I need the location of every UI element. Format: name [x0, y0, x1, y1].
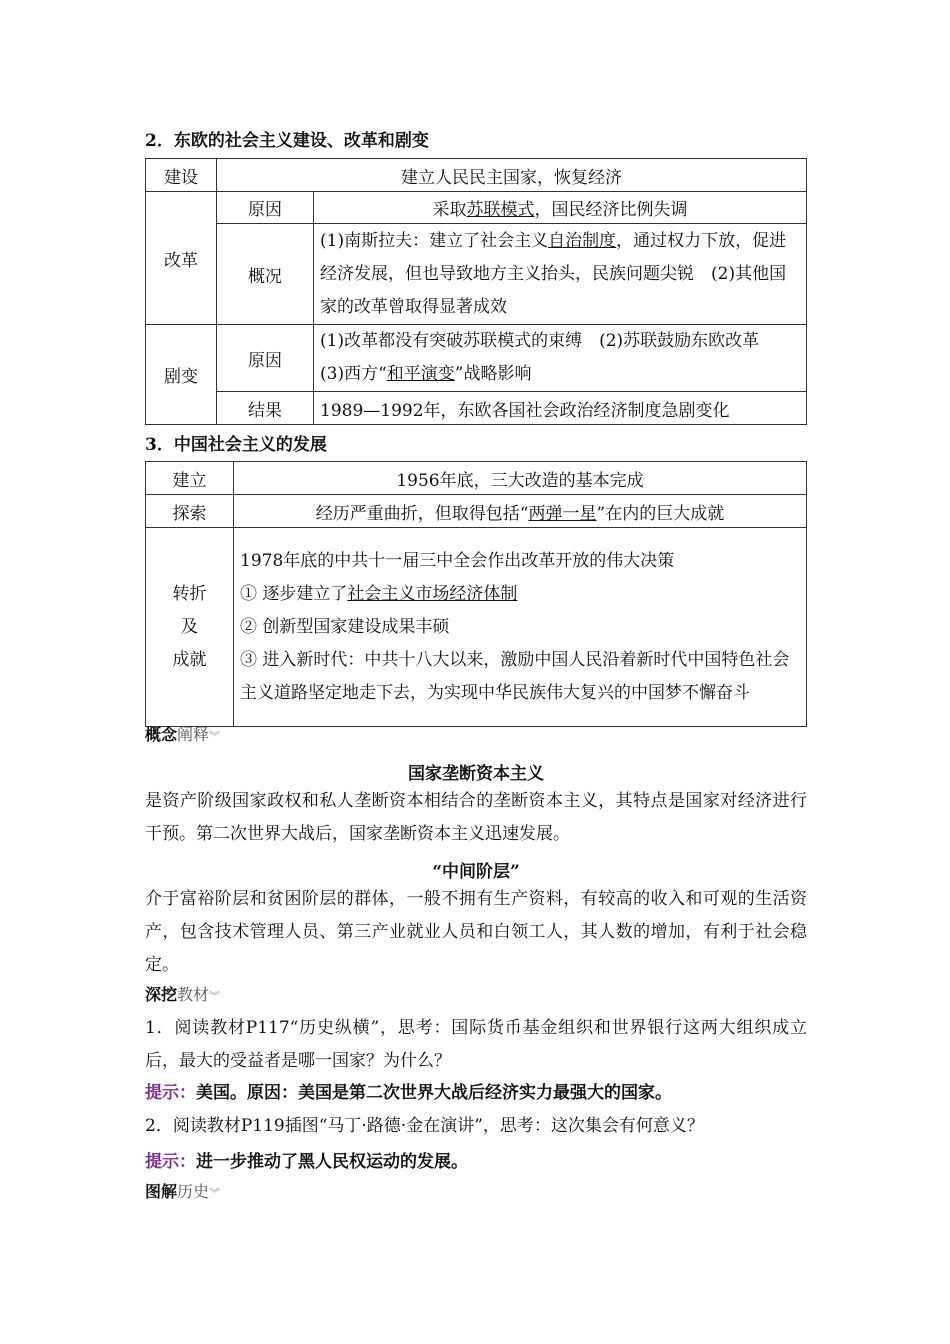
hint-label: 提示：	[145, 1152, 196, 1172]
answer-1: 提示：美国。原因：美国是第二次世界大战后经济实力最强大的国家。	[145, 1083, 672, 1103]
table-row	[146, 224, 807, 325]
explore-label: 探索	[146, 495, 234, 528]
answer-2: 提示：进一步推动了黑人民权运动的发展。	[145, 1152, 468, 1172]
reform-overview-text: (1)南斯拉夫：建立了社会主义自治制度，通过权力下放，促进经济发展，但也导致地方主义抬头，民族问题尖锐 (2)其他国家的改革曾取得显著成效	[314, 224, 807, 325]
turn-label: 转折 及 成就	[146, 528, 234, 727]
table-row	[146, 495, 807, 528]
upheaval-label: 剧变	[146, 325, 217, 425]
turn-line-3: ② 创新型国家建设成果丰硕	[240, 616, 450, 637]
build-text: 建立人民民主国家，恢复经济	[217, 159, 807, 192]
diagram-tag: 图解历史︾	[145, 1182, 221, 1201]
turn-text	[234, 528, 807, 727]
reform-label: 改革	[146, 192, 217, 325]
turn-line-2: ① 逐步建立了社会主义市场经济体制	[240, 583, 518, 604]
build-label: 建设	[146, 159, 217, 192]
turn-line-4: ③ 进入新时代：中共十八大以来，激励中国人民沿着新时代中国特色社会主义道路坚定地走下去，为实现中华民族伟大复兴的中国梦不懈奋斗	[240, 649, 790, 703]
table-row	[146, 192, 807, 224]
section3-title: 3．中国社会主义的发展	[145, 435, 327, 455]
upheaval-cause-label: 原因	[217, 325, 314, 392]
reform-cause-term: 苏联模式	[466, 200, 535, 220]
upheaval-result-label: 结果	[217, 392, 314, 425]
turn-line-1: 1978年底的中共十一届三中全会作出改革开放的伟大决策	[240, 550, 675, 571]
table-row	[146, 325, 807, 392]
reform-overview-label: 概况	[217, 224, 314, 325]
term1-text: 是资产阶级国家政权和私人垄断资本相结合的垄断资本主义，其特点是国家对经济进行干预。第二次世界大战后，国家垄断资本主义迅速发展。	[145, 791, 807, 844]
double-chevron-down-icon: ︾	[209, 990, 221, 1003]
table-row	[146, 159, 807, 192]
double-chevron-down-icon: ︾	[209, 730, 221, 743]
double-chevron-down-icon: ︾	[209, 1187, 221, 1200]
concept-tag: 概念阐释︾	[145, 725, 221, 744]
reform-cause-label: 原因	[217, 192, 314, 224]
upheaval-cause-text: (1)改革都没有突破苏联模式的束缚 (2)苏联鼓励东欧改革 (3)西方“和平演变”战略影响	[314, 325, 807, 392]
question-1: 1．阅读教材P117“历史纵横”，思考：国际货币基金组织和世界银行这两大组织成立后，最大的受益者是哪一国家？为什么？	[145, 1018, 807, 1071]
term2-title: “中间阶层”	[432, 862, 520, 882]
table-row	[146, 462, 807, 495]
east-europe-table	[145, 158, 807, 425]
china-table	[145, 461, 807, 727]
reform-cause-text: 采取苏联模式，国民经济比例失调	[314, 192, 807, 224]
question-2: 2．阅读教材P119插图“马丁·路德·金在演讲”，思考：这次集会有何意义？	[145, 1116, 704, 1136]
section2-title: 2．东欧的社会主义建设、改革和剧变	[145, 131, 429, 151]
term1-title: 国家垄断资本主义	[408, 764, 544, 784]
table-row	[146, 392, 807, 425]
reform-overview-term: 自治制度	[548, 230, 617, 251]
hint-label: 提示：	[145, 1083, 196, 1103]
textbook-tag: 深挖教材︾	[145, 985, 221, 1004]
table-row	[146, 528, 807, 727]
upheaval-cause-term: 和平演变	[386, 364, 455, 384]
turn-line-2-term: 社会主义市场经济体制	[347, 583, 518, 604]
establish-text: 1956年底，三大改造的基本完成	[234, 462, 807, 495]
term2-text: 介于富裕阶层和贫困阶层的群体，一般不拥有生产资料，有较高的收入和可观的生活资产，包含技术管理人员、第三产业就业人员和白领工人，其人数的增加，有利于社会稳定。	[145, 889, 807, 975]
establish-label: 建立	[146, 462, 234, 495]
explore-term: 两弹一星	[528, 503, 597, 524]
explore-text: 经历严重曲折，但取得包括“两弹一星”在内的巨大成就	[234, 495, 807, 528]
upheaval-result-text: 1989—1992年，东欧各国社会政治经济制度急剧变化	[314, 392, 807, 425]
